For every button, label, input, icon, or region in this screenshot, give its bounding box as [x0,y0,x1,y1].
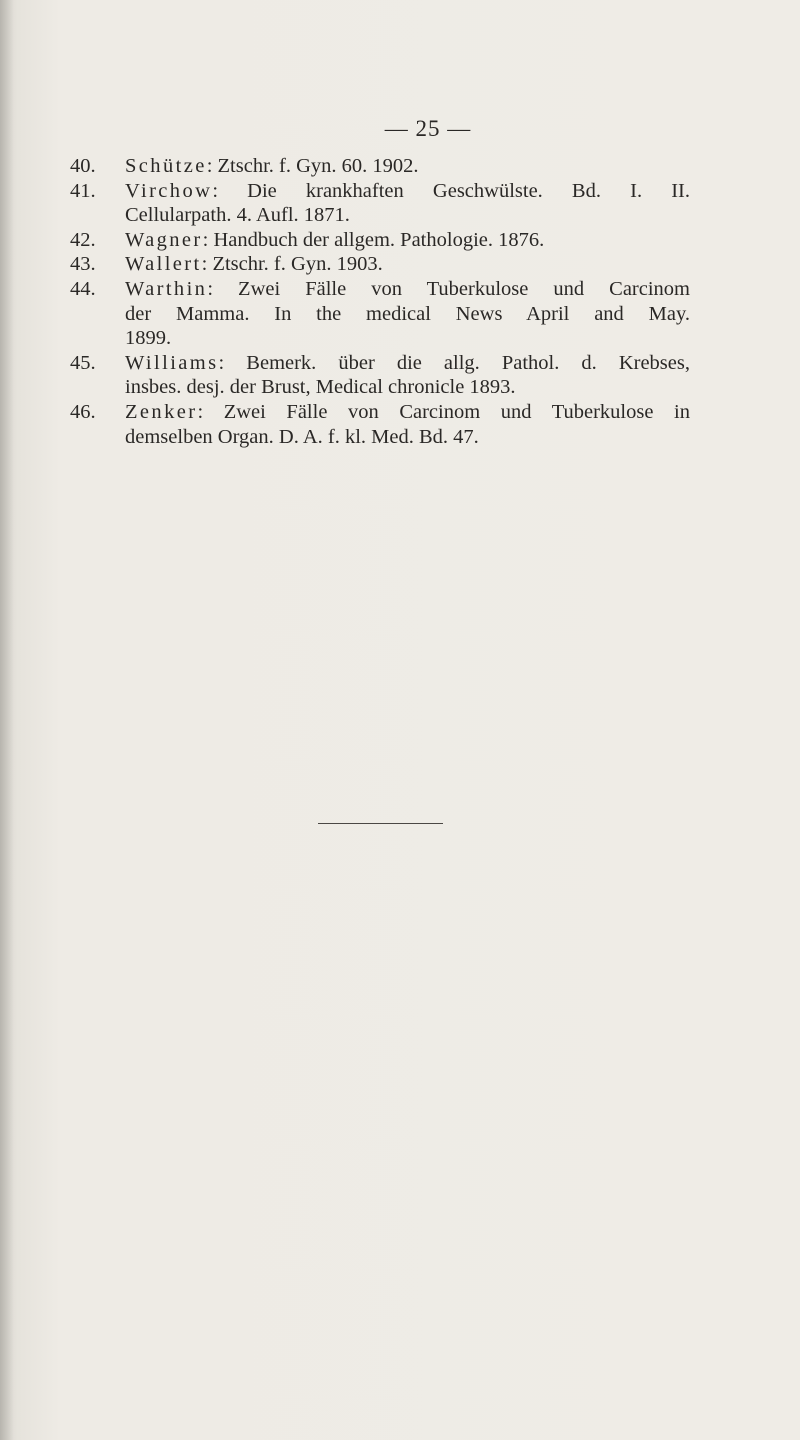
reference-author: Wagner [125,228,203,251]
reference-item-40 [70,154,690,179]
reference-author: Virchow [125,179,213,202]
reference-number: 43. [70,253,96,276]
reference-number: 40. [70,155,96,177]
page-number: — 25 — [384,116,472,141]
reference-number: 45. [70,351,96,374]
reference-text: der Mamma. In the medical News April and May. [125,302,690,325]
reference-number: 44. [70,277,96,300]
reference-item-46 [70,400,690,449]
reference-item-44 [70,277,690,351]
reference-item-45 [70,351,690,400]
reference-text: : Handbuch der allgem. Pathologie. 1876. [202,228,545,251]
separator-rule [318,823,443,824]
reference-text: insbes. desj. der Brust, Medical chronicle 1893. [125,376,516,399]
reference-number: 41. [70,179,96,202]
reference-author: Zenker [125,400,198,423]
reference-number: 46. [70,400,96,423]
reference-author: Schütze [125,155,207,177]
reference-item-41 [70,179,690,228]
reference-author: Williams [125,351,219,374]
page-edge-shadow [0,0,14,1440]
reference-text: : Ztschr. f. Gyn. 60. 1902. [206,155,419,177]
reference-text: : Bemerk. über die allg. Pathol. d. Krebses, [218,351,690,374]
reference-text: : Zwei Fälle von Tuberkulose und Carcinom [207,277,690,300]
reference-author: Warthin [125,277,208,300]
reference-text: Cellularpath. 4. Aufl. 1871. [125,204,350,227]
reference-text: 1899. [125,327,172,350]
reference-item-43 [70,252,690,277]
reference-number: 42. [70,228,96,251]
reference-text: : Zwei Fälle von Carcinom und Tuberkulose in [197,400,690,423]
reference-item-42 [70,228,690,253]
reference-text: : Die krankhaften Geschwülste. Bd. I. II. [212,179,690,202]
reference-list [70,154,690,449]
reference-author: Wallert [125,253,202,276]
reference-text: demselben Organ. D. A. f. kl. Med. Bd. 47. [125,425,479,448]
reference-text: : Ztschr. f. Gyn. 1903. [201,253,383,276]
